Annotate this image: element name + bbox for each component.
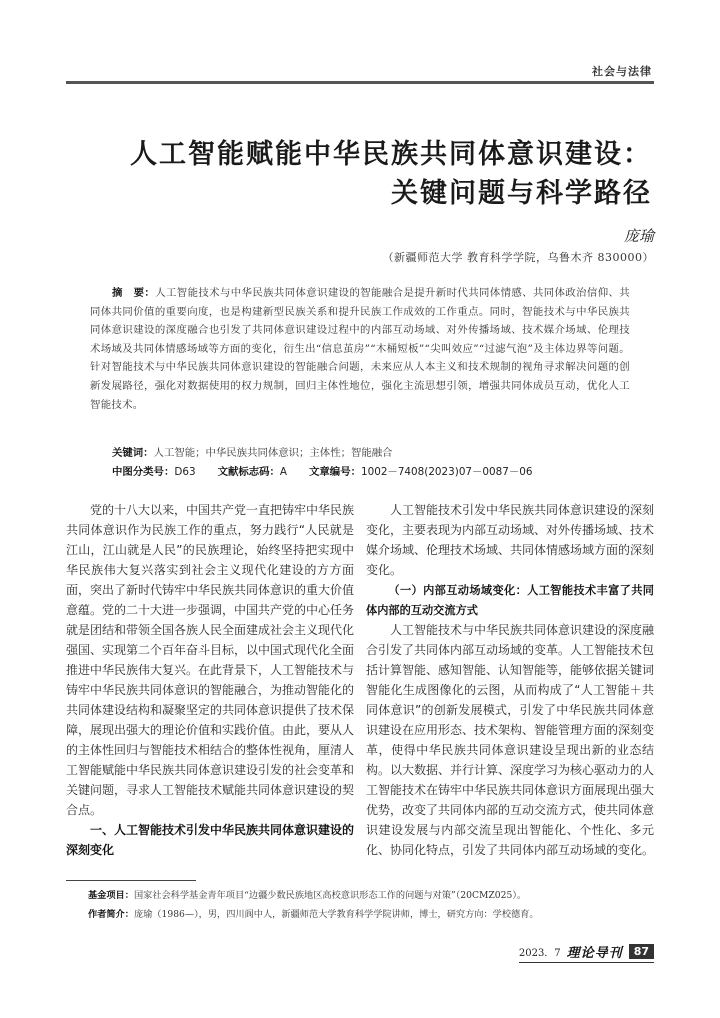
abstract xyxy=(90,284,630,414)
footnote-author-bio xyxy=(88,906,539,920)
subsection-heading: （一）内部互动场域变化：人工智能技术丰富了共同体内部的互动交流方式 xyxy=(366,583,654,617)
page-number: 87 xyxy=(629,944,654,959)
bio-text: 庞瑜（1986—），男，四川阆中人，新疆师范大学教育科学学院讲师，博士，研究方向：学校德育。 xyxy=(133,909,539,920)
clc-label: 中图分类号： xyxy=(112,466,175,478)
classification-line xyxy=(112,463,532,478)
keywords xyxy=(112,444,393,459)
clc-value: D63 xyxy=(174,466,196,478)
footnote-rule xyxy=(66,880,196,881)
doc-code-value: A xyxy=(279,466,288,478)
article-title-line1: 人工智能赋能中华民族共同体意识建设： xyxy=(130,139,652,170)
fund-text: 国家社会科学基金青年项目“边疆少数民族地区高校意识形态工作的问题与对策”（20CMZ025）。 xyxy=(133,890,527,901)
abstract-text: 人工智能技术与中华民族共同体意识建设的智能融合是提升新时代共同体情感、共同体政治信仰、共同体共同价值的重要向度，也是构建新型民族关系和提升民族工作成效的工作重点。同时，智能技术与中华民族共同体意识建设的深度融合也引发了共同体意识建设过程中的内部互动场域、对外传播场域、技术媒介场域、伦理技术场域及共同体情感场域等方面的变化，衍生出“信息茧房”“木桶短板”“尖叫效应”“过滤气泡”及主体边界等问题。针对智能技术与中华民族共同体意识建设的智能融合问题，未来应从人本主义和技术规制的视角寻求解决问题的创新发展路径，强化对数据使用的权力规制，回归主体性地位，强化主流思想引领，增强共同体成员互动，优化人工智能技术。 xyxy=(90,287,631,411)
body-column-left xyxy=(66,500,354,860)
body-paragraph: 人工智能技术引发中华民族共同体意识建设的深刻变化，主要表现为内部互动场域、对外传播场域、技术媒介场域、伦理技术场域、共同体情感场域方面的深刻变化。 xyxy=(366,503,655,577)
bio-label: 作者简介： xyxy=(88,909,134,920)
section-heading: 一、人工智能技术引发中华民族共同体意识建设的深刻变化 xyxy=(66,823,355,857)
keywords-text: 人工智能；中华民族共同体意识；主体性；智能融合 xyxy=(153,447,393,459)
issue-date: 2023．7 xyxy=(518,948,561,959)
footnote-fund xyxy=(88,887,526,901)
body-paragraph: 党的十八大以来，中国共产党一直把铸牢中华民族共同体意识作为民族工作的重点，努力践行“人民就是江山，江山就是人民”的民族理论，始终坚持把实现中华民族伟大复兴落实到社会主义现代化建设的方方面面，突出了新时代铸牢中华民族共同体意识的重大价值意蕴。党的二十大进一步强调，中国共产党的中心任务就是团结和带领全国各族人民全面建成社会主义现代化强国、实现第二个百年奋斗目标，以中国式现代化全面推进中华民族伟大复兴。在此背景下，人工智能技术与铸牢中华民族共同体意识的智能融合，为推动智能化的共同体建设结构和凝聚坚定的共同体意识提供了技术保障，展现出强大的理论价值和实践价值。由此，要从人的主体性回归与智能技术相结合的整体性视角，厘清人工智能赋能中华民族共同体意识建设引发的社会变革和关键问题，寻求人工智能技术赋能共同体意识建设的契合点。 xyxy=(66,503,355,817)
article-no-label: 文章编号： xyxy=(309,466,361,478)
journal-name: 理论导刊 xyxy=(566,946,623,961)
header-rule xyxy=(66,81,654,84)
body-paragraph: 人工智能技术与中华民族共同体意识建设的深度融合引发了共同体内部互动场域的变革。人工智能技术包括计算智能、感知智能、认知智能等，能够依据关键词智能化生成图像化的云图，从而构成了“人工智能＋共同体意识”的创新发展模式，引发了中华民族共同体意识建设在应用形态、技术架构、智能管理方面的深刻变革，使得中华民族共同体意识建设呈现出新的业态结构。以大数据、并行计算、深度学习为核心驱动力的人工智能技术在铸牢中华民族共同体意识方面展现出强大优势，改变了共同体内部的互动交流方式，使共同体意识建设发展与内部交流呈现出智能化、个性化、多元化、协同化特点，引发了共同体内部互动场域的变化。 xyxy=(366,623,655,857)
author-name: 庞瑜 xyxy=(623,227,654,245)
keywords-label: 关键词： xyxy=(112,447,154,459)
body-column-right xyxy=(366,500,654,860)
article-title-line2: 关键问题与科学路径 xyxy=(391,178,652,209)
article-no-value: 1002－7408(2023)07－0087－06 xyxy=(360,466,533,478)
author-affiliation: （新疆师范大学 教育科学学院，乌鲁木齐 830000） xyxy=(382,251,654,264)
abstract-label: 摘 要： xyxy=(112,287,156,299)
page-folio xyxy=(519,942,654,963)
section-tag: 社会与法律 xyxy=(592,65,652,78)
doc-code-label: 文献标志码： xyxy=(217,466,280,478)
fund-label: 基金项目： xyxy=(88,890,134,901)
